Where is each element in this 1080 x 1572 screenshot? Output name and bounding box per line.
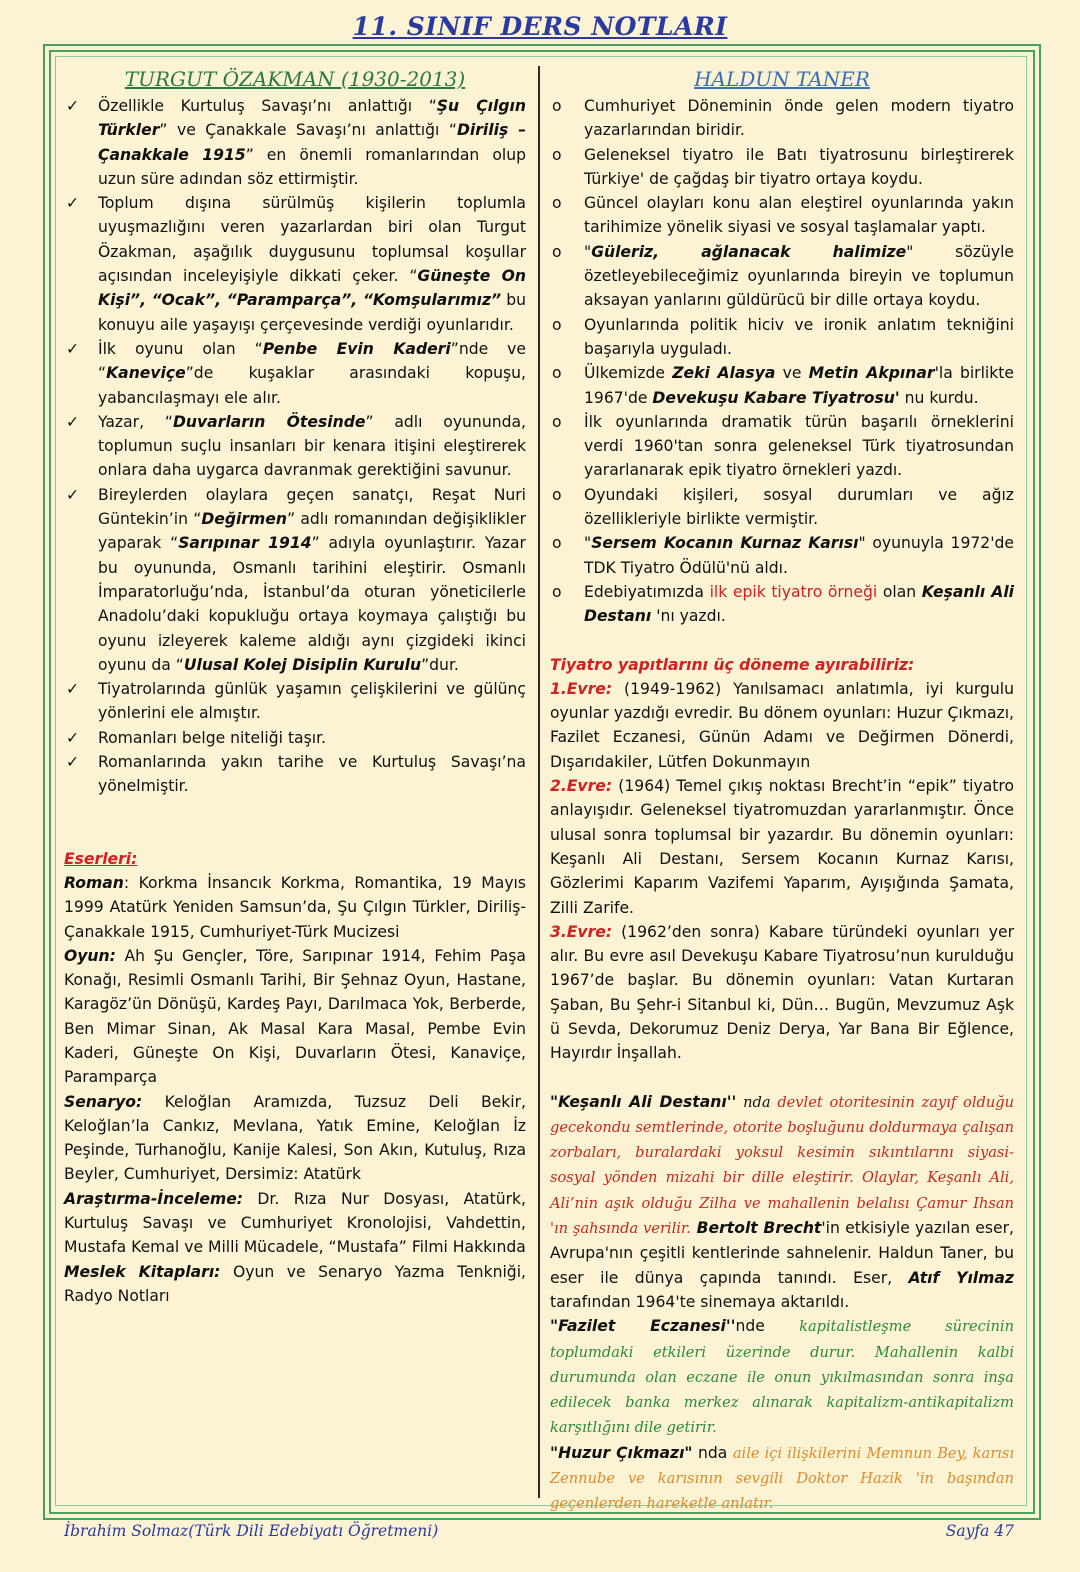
right-bullet-8: o Oyundaki kişileri, sosyal durumları ve ağız özellikleriyle birlikte vermiştir. [550, 483, 1014, 532]
check-icon: ✓ [66, 194, 80, 213]
left-bullet-5: ✓ Bireylerden olaylara geçen sanatçı, Reşat Nuri Güntekin’in “Değirmen” adlı romanından değişiklikler yaparak “Sarıpınar 1914” adıyla oyunlaştırır. Yazar bu oyununda, Osmanlı tarihini eleştirir. Osmanlı İmparatorluğu’nda, İstanbul’da oturan yöneticilerle Anadolu’daki kopukluğu ortaya koymaya çalıştığı bu oyunu izleyerek kaleme aldığı aynı çizgideki ikinci oyunu da “Ulusal Kolej Disiplin Kurulu”dur. [64, 483, 526, 677]
works-senaryo: Senaryo: Keloğlan Aramızda, Tuzsuz Deli Bekir, Keloğlan’la Cankız, Mevlana, Yatık Emine, Keloğlan İz Peşinde, Turhanoğlu, Kanije Kalesi, Son Akın, Kutuluş, Rıza Beyler, Cumhuriyet, Dersimiz: Atatürk [64, 1092, 526, 1184]
left-bullet-4: ✓ Yazar, “Duvarların Ötesinde” adlı oyununda, toplumun suçlu insanları bir kenara itişini eleştirerek onlara daha uygarca davranmak gerektiğini savunur. [64, 410, 526, 483]
period-1: 1.Evre: (1949-1962) Yanılsamacı anlatımla, iyi kurgulu oyunlar yazdığı evredir. Bu dönem oyunları: Huzur Çıkmazı, Fazilet Eczanesi, Günün Adamı ve Değirmen Dönerdi, Dışarıdakiler, Lütfen Dokunmayın [550, 679, 1014, 771]
left-bullet-1: ✓ Özellikle Kurtuluş Savaşı’nı anlattığı “Şu Çılgın Türkler” ve Çanakkale Savaşı’nı anlattığı “Diriliş – Çanakkale 1915” en önemli romanlarından olup uzun süre adından söz ettirmiştir. [64, 94, 526, 191]
circle-bullet-icon: o [552, 194, 562, 213]
circle-bullet-icon: o [552, 582, 562, 601]
check-icon: ✓ [66, 412, 80, 431]
page-header: 11. SINIF DERS NOTLARI [352, 12, 728, 41]
circle-bullet-icon: o [552, 97, 562, 115]
circle-bullet-icon: o [552, 412, 562, 431]
huzur-paragraph: "Huzur Çıkmazı" nda aile içi ilişkilerini Memnun Bey, karısı Zennube ve karısının sevgili Doktor Hazik 'in başından geçenlerden hareketle anlatır. [550, 1443, 1014, 1513]
period-3: 3.Evre: (1962’den sonra) Kabare türündeki oyunları yer alır. Bu evre asıl Devekuşu Kabare Tiyatrosu’nun kurulduğu 1967’de başlar. Bu dönemin oyunları: Vatan Kurtaran Şaban, Bu Şehr-i Sitanbul ki, Dün… Bugün, Mevzumuz Aşk ü Sevda, Dekorumuz Deniz Derya, Yar Bana Bir Eğlence, Hayırdır İnşallah. [550, 922, 1014, 1063]
footer-author: İbrahim Solmaz(Türk Dili Edebiyatı Öğretmeni) [64, 1522, 439, 1540]
left-bullet-2: ✓ Toplum dışına sürülmüş kişilerin toplumla uyuşmazlığını veren yazarlardan biri olan Turgut Özakman, aşağılık duygusunu toplumsal koşullar açısından inceleyişiyle dikkati çeker. “Güneşte On Kişi”, “Ocak”, “Paramparça”, “Komşularımız” bu konuyu aile yaşayışı çerçevesinde verdiği oyunlarıdır. [64, 191, 526, 337]
left-title: TURGUT ÖZAKMAN (1930-2013) [124, 67, 466, 91]
circle-bullet-icon: o [552, 534, 562, 553]
works-meslek: Meslek Kitapları: Oyun ve Senaryo Yazma Tenkniği, Radyo Notları [64, 1262, 526, 1305]
right-bullet-7: o İlk oyunlarında dramatik türün başarılı örneklerini verdi 1960'tan sonra geleneksel Türk tiyatrosundan yararlanarak epik tiyatro örnekleri yazdı. [550, 410, 1014, 483]
circle-bullet-icon: o [552, 145, 562, 164]
right-bullet-5: o Oyunlarında politik hiciv ve ironik anlatım tekniğini başarıyla uyguladı. [550, 313, 1014, 362]
right-bullet-1: o Cumhuriyet Döneminin önde gelen modern tiyatro yazarlarından biridir. [550, 94, 1014, 143]
check-icon: ✓ [66, 97, 80, 115]
check-icon: ✓ [66, 485, 80, 504]
check-icon: ✓ [66, 680, 80, 699]
works-oyun: Oyun: Ah Şu Gençler, Töre, Sarıpınar 1914, Fehim Paşa Konağı, Resimli Osmanlı Tarihi, Bir Şehnaz Oyun, Hastane, Karagöz’ün Dönüşü, Kardeş Payı, Darılmaca Yok, Berberde, Ben Mimar Sinan, Ak Masal Kara Masal, Pembe Evin Kaderi, Güneşte On Kişi, Duvarların Ötesi, Kanaviçe, Paramparça [64, 946, 526, 1087]
keshanli-paragraph: "Keşanlı Ali Destanı'' nda devlet otoritesinin zayıf olduğu gecekondu semtlerinde, otorite boşluğunu doldurmaya çalışan zorbaları, buralardaki yoksul kesimin sıkıntılarını siyasi- sosyal yönden mizahi bir dille eleştirir. Olaylar, Keşanlı Ali, Ali’nin aşık olduğu Zilha ve mahallenin belalısı Çamur Ihsan 'ın şahsında verilir. Bertolt Brecht'in etkisiyle yazılan eser, Avrupa'nın çeşitli kentlerinde sahnelenir. Haldun Taner, bu eser ile dünya çapında tanındı. Eser, Atıf Yılmaz tarafından 1964'te sinemaya aktarıldı. [550, 1092, 1014, 1311]
periods-title: Tiyatro yapıtlarını üç döneme ayırabiliriz: [550, 655, 915, 674]
check-icon: ✓ [66, 753, 80, 772]
right-bullet-9: o "Sersem Kocanın Kurnaz Karısı" oyunuyla 1972'de TDK Tiyatro Ödülü'nü aldı. [550, 531, 1014, 580]
right-bullet-4: o "Güleriz, ağlanacak halimize" sözüyle özetleyebileceğimiz oyunlarında bireyin ve toplumun aksayan yanlarını güldürücü bir dille ortaya koydu. [550, 240, 1014, 313]
right-title: HALDUN TANER [694, 67, 870, 91]
column-divider [538, 66, 540, 1498]
right-bullet-3: o Güncel olayları konu alan eleştirel oyunlarında yakın tarihimize yönelik siyasi ve sosyal taşlamalar yaptı. [550, 191, 1014, 240]
footer-page-number: Sayfa 47 [945, 1522, 1014, 1540]
period-2: 2.Evre: (1964) Temel çıkış noktası Brecht’in “epik” tiyatro anlayışıdır. Geleneksel tiyatromuzdan yararlanmıştır. Önce ulusal sonra toplumsal bir yazardır. Bu dönemin oyunları: Keşanlı Ali Destanı, Sersem Kocanın Kurnaz Karısı, Gözlerimi Kaparım Vazifemi Yaparım, Ayışığında Şamata, Zilli Zarife. [550, 777, 1014, 917]
circle-bullet-icon: o [552, 364, 562, 383]
circle-bullet-icon: o [552, 242, 562, 261]
circle-bullet-icon: o [552, 315, 562, 334]
works-arastirma: Araştırma-İnceleme: Dr. Rıza Nur Dosyası, Atatürk, Kurtuluş Savaşı ve Cumhuriyet Kronolojisi, Vahdettin, Mustafa Kemal ve Milli Mücadele, “Mustafa” Filmi Hakkında [64, 1189, 526, 1257]
right-column [550, 64, 1014, 1517]
circle-bullet-icon: o [552, 485, 562, 504]
left-column [64, 64, 526, 1308]
check-icon: ✓ [66, 339, 80, 358]
right-bullet-10: o Edebiyatımızda ilk epik tiyatro örneği olan Keşanlı Ali Destanı 'nı yazdı. [550, 580, 1014, 629]
left-bullet-6: ✓ Tiyatrolarında günlük yaşamın çelişkilerini ve gülünç yönlerini ele almıştır. [64, 677, 526, 726]
left-bullet-3: ✓ İlk oyunu olan “Penbe Evin Kaderi”nde ve “Kaneviçe”de kuşaklar arasındaki kopuşu, yabancılaşmayı ele alır. [64, 337, 526, 410]
left-bullet-7: ✓ Romanları belge niteliği taşır. [64, 726, 526, 750]
works-title: Eserleri: [64, 849, 138, 868]
left-bullet-8: ✓ Romanlarında yakın tarihe ve Kurtuluş Savaşı’na yönelmiştir. [64, 750, 526, 799]
right-bullet-2: o Geleneksel tiyatro ile Batı tiyatrosunu birleştirerek Türkiye' de çağdaş bir tiyatro ortaya koydu. [550, 143, 1014, 192]
check-icon: ✓ [66, 728, 80, 747]
right-bullet-6: o Ülkemizde Zeki Alasya ve Metin Akpınar'la birlikte 1967'de Devekuşu Kabare Tiyatrosu' nu kurdu. [550, 361, 1014, 410]
fazilet-paragraph: "Fazilet Eczanesi''nde kapitalistleşme sürecinin toplumdaki etkileri üzerinde durur. Mahallenin kalbi durumunda olan eczane ile onun yıkılmasından sonra inşa edilecek banka merkez alınarak kapitalizm-antikapitalizm karşıtlığını dile getirir. [550, 1317, 1014, 1437]
works-roman: Roman: Korkma İnsancık Korkma, Romantika, 19 Mayıs 1999 Atatürk Yeniden Samsun’da, Şu Çılgın Türkler, Diriliş-Çanakkale 1915, Cumhuriyet-Türk Mucizesi [64, 873, 526, 941]
